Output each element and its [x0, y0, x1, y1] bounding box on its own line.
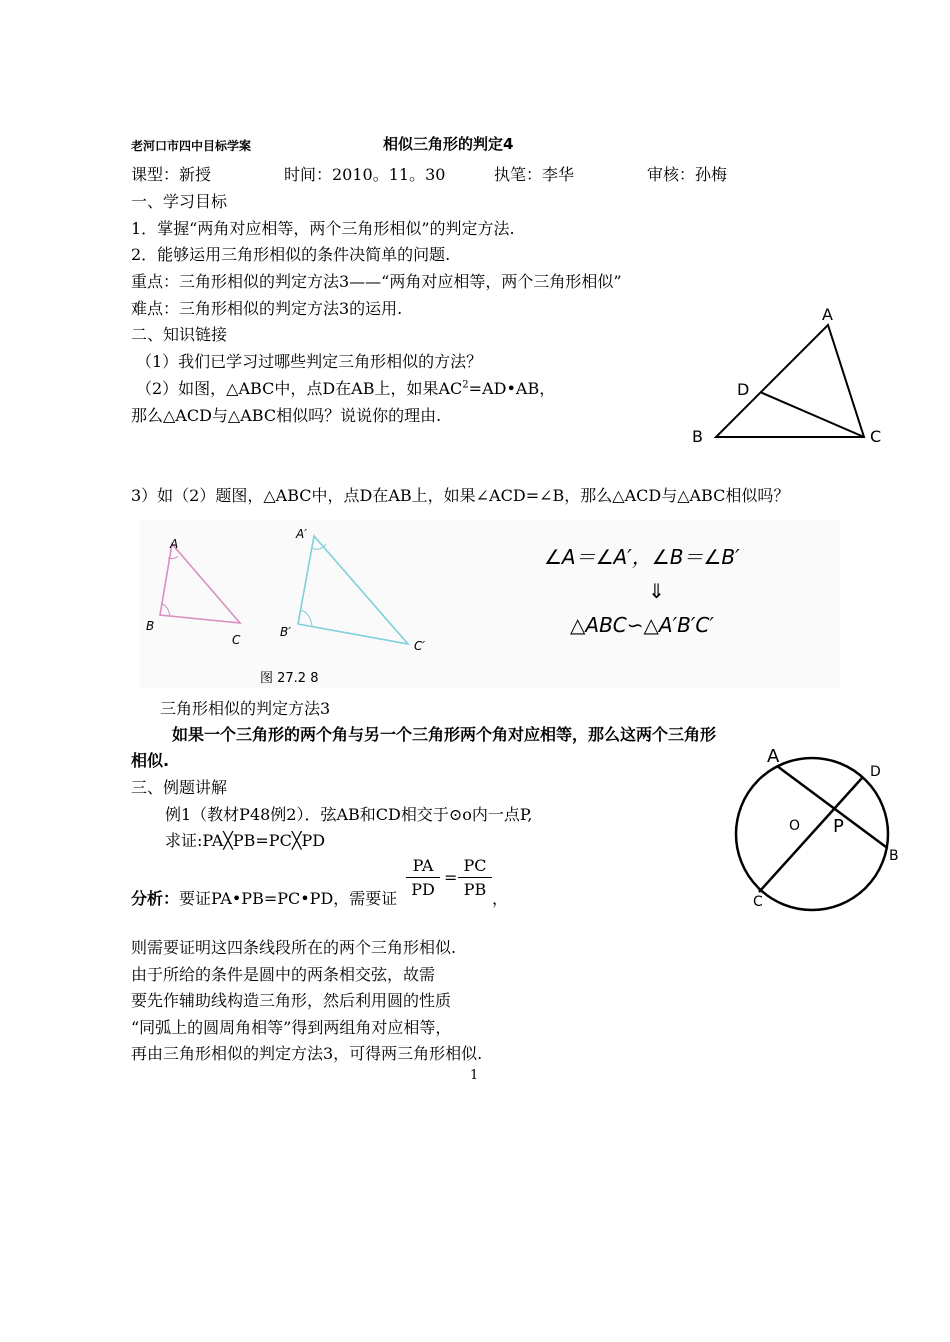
segment-dc — [760, 392, 864, 437]
goal-1: 1．掌握“两角对应相等，两个三角形相似”的判定方法. — [131, 219, 515, 238]
analysis-line-2: 由于所给的条件是圆中的两条相交弦，故需 — [131, 965, 436, 984]
fraction-pb: PB — [463, 880, 487, 899]
fraction-pd: PD — [411, 880, 435, 899]
angle-b-mark — [162, 604, 170, 616]
label-circle-o: O — [789, 818, 801, 834]
question-2-prefix: （2）如图，△ABC中，点D在AB上，如果AC — [136, 379, 463, 398]
figure-caption: 图 27.2 8 — [260, 671, 319, 686]
theorem-title: 三角形相似的判定方法3 — [160, 699, 331, 718]
triangle-abc-figure — [680, 300, 900, 450]
fraction-pc: PC — [463, 856, 487, 875]
analysis-line — [131, 886, 397, 909]
angle-equality: ∠A＝∠A′，∠B＝∠B′ — [544, 545, 740, 569]
fraction-pc-pb — [458, 856, 492, 899]
analysis-label: 分析： — [131, 889, 180, 908]
question-3: 3）如（2）题图，△ABC中，点D在AB上，如果∠ACD=∠B，那么△ACD与△ABC相似吗？ — [131, 486, 790, 505]
analysis-line-3: 要先作辅助线构造三角形，然后利用圆的性质 — [131, 991, 452, 1010]
section2-heading: 二、知识链接 — [131, 325, 228, 344]
triangle-abc-pink — [160, 544, 240, 623]
analysis-text: 要证PA•PB=PC•PD，需要证 — [179, 889, 398, 908]
page-number: 1 — [470, 1068, 479, 1083]
label-circle-b: B — [889, 848, 899, 864]
label-d: D — [737, 380, 750, 399]
label-b: B — [692, 427, 703, 446]
label-a-small: A — [170, 537, 179, 551]
label-c-prime: C′ — [414, 639, 426, 653]
section1-heading: 一、学习目标 — [131, 192, 228, 211]
question-1: （1）我们已学习过哪些判定三角形相似的方法？ — [136, 352, 483, 371]
section3-heading: 三、例题讲解 — [131, 778, 228, 797]
label-b-prime: B′ — [280, 625, 291, 639]
question-2-line2: 那么△ACD与△ABC相似吗？说说你的理由. — [131, 406, 442, 425]
goal-2: 2．能够运用三角形相似的条件决简单的问题. — [131, 245, 451, 264]
reviewer: 审核：孙梅 — [647, 165, 728, 184]
label-circle-p: P — [833, 816, 844, 837]
example-1: 例1（教材P48例2）．弦AB和CD相交于⊙o内一点P, — [165, 805, 533, 824]
label-a: A — [822, 305, 833, 324]
author: 执笔：李华 — [494, 165, 575, 184]
theorem-text-line2: 相似. — [131, 751, 170, 770]
prove-statement: 求证:PA╳PB=PC╳PD — [165, 831, 326, 850]
course-type: 课型：新授 — [131, 165, 212, 184]
school-header: 老河口市四中目标学案 — [131, 139, 252, 153]
chord-cd — [759, 778, 862, 892]
triangle-abc-cyan — [298, 536, 408, 644]
theorem-text-line1: 如果一个三角形的两个角与另一个三角形两个角对应相等，那么这两个三角形 — [172, 725, 717, 744]
question-2-sup: 2 — [462, 379, 469, 391]
implies-arrow: ⇓ — [648, 579, 665, 603]
key-point: 重点：三角形相似的判定方法3——“两角对应相等，两个三角形相似” — [131, 272, 622, 291]
label-c: C — [870, 427, 882, 446]
label-c-small: C — [232, 633, 241, 647]
question-2 — [136, 376, 555, 399]
fraction-comma: ， — [492, 889, 509, 908]
analysis-line-4: “同弧上的圆周角相等”得到两组角对应相等， — [131, 1018, 452, 1037]
similar-triangles-figure — [140, 520, 840, 690]
circle-chords-figure — [725, 740, 925, 915]
fraction-pa: PA — [412, 856, 434, 875]
angle-b-prime-mark — [300, 610, 312, 626]
fraction-equals: = — [444, 868, 458, 887]
fraction-pa-pd — [406, 856, 440, 899]
label-circle-c: C — [753, 894, 763, 910]
analysis-line-1: 则需要证明这四条线段所在的两个三角形相似. — [131, 938, 457, 957]
difficulty: 难点：三角形相似的判定方法3的运用. — [131, 299, 403, 318]
analysis-line-5: 再由三角形相似的判定方法3，可得两三角形相似. — [131, 1044, 483, 1063]
page-title: 相似三角形的判定4 — [383, 135, 514, 153]
similarity-conclusion: △ABC∽△A′B′C′ — [570, 613, 714, 637]
label-circle-d: D — [870, 764, 881, 780]
question-2-suffix: =AD•AB， — [468, 379, 556, 398]
label-circle-a: A — [767, 746, 780, 767]
label-b-small: B — [146, 619, 155, 633]
date: 时间：2010。11。30 — [284, 165, 446, 184]
label-a-prime: A′ — [296, 527, 307, 541]
